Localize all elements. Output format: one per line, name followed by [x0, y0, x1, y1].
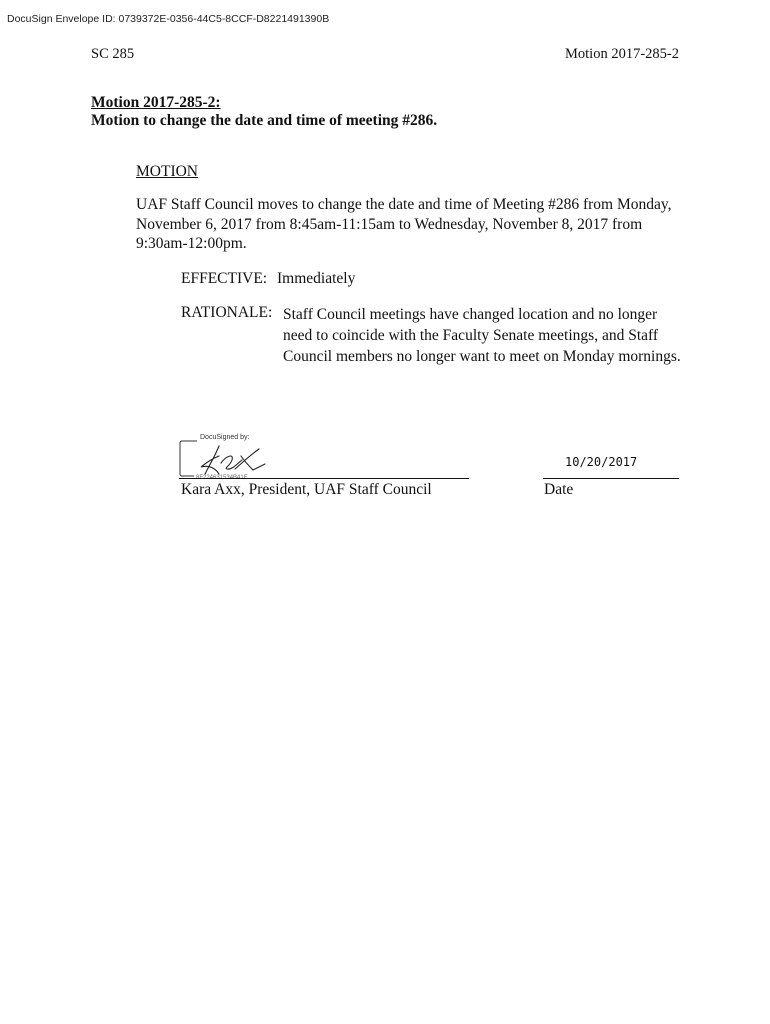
signature-line [179, 478, 469, 479]
signature-code: 8F224631534B41E... [196, 475, 253, 481]
header-left: SC 285 [91, 46, 135, 62]
date-label: Date [544, 481, 574, 498]
date-value: 10/20/2017 [565, 455, 638, 469]
effective-value: Immediately [277, 270, 356, 287]
docusigned-label: DocuSigned by: [200, 434, 250, 441]
effective-label: EFFECTIVE: [181, 270, 268, 287]
signature-image [179, 438, 275, 478]
motion-body: UAF Staff Council moves to change the date and time of Meeting #286 from Monday, November 6, 2017 from 8:45am-11:15am to Wednesday, November 8, 2017 from 9:30am-12:00pm. [136, 196, 672, 252]
signer-name: Kara Axx, President, UAF Staff Council [181, 481, 432, 498]
motion-title: Motion 2017-285-2: [91, 94, 221, 111]
docusign-envelope-id: DocuSign Envelope ID: 0739372E-0356-44C5-8CCF-D8221491390B [7, 13, 330, 25]
motion-subtitle: Motion to change the date and time of meeting #286. [91, 112, 438, 129]
rationale-label: RATIONALE: [181, 304, 273, 321]
motion-heading: MOTION [136, 163, 198, 180]
date-line [543, 478, 679, 479]
header-right: Motion 2017-285-2 [565, 46, 679, 62]
rationale-text: Staff Council meetings have changed location and no longer need to coincide with the Faculty Senate meetings, and Staff Council members no longer want to meet on Monday mornings. [283, 306, 681, 365]
